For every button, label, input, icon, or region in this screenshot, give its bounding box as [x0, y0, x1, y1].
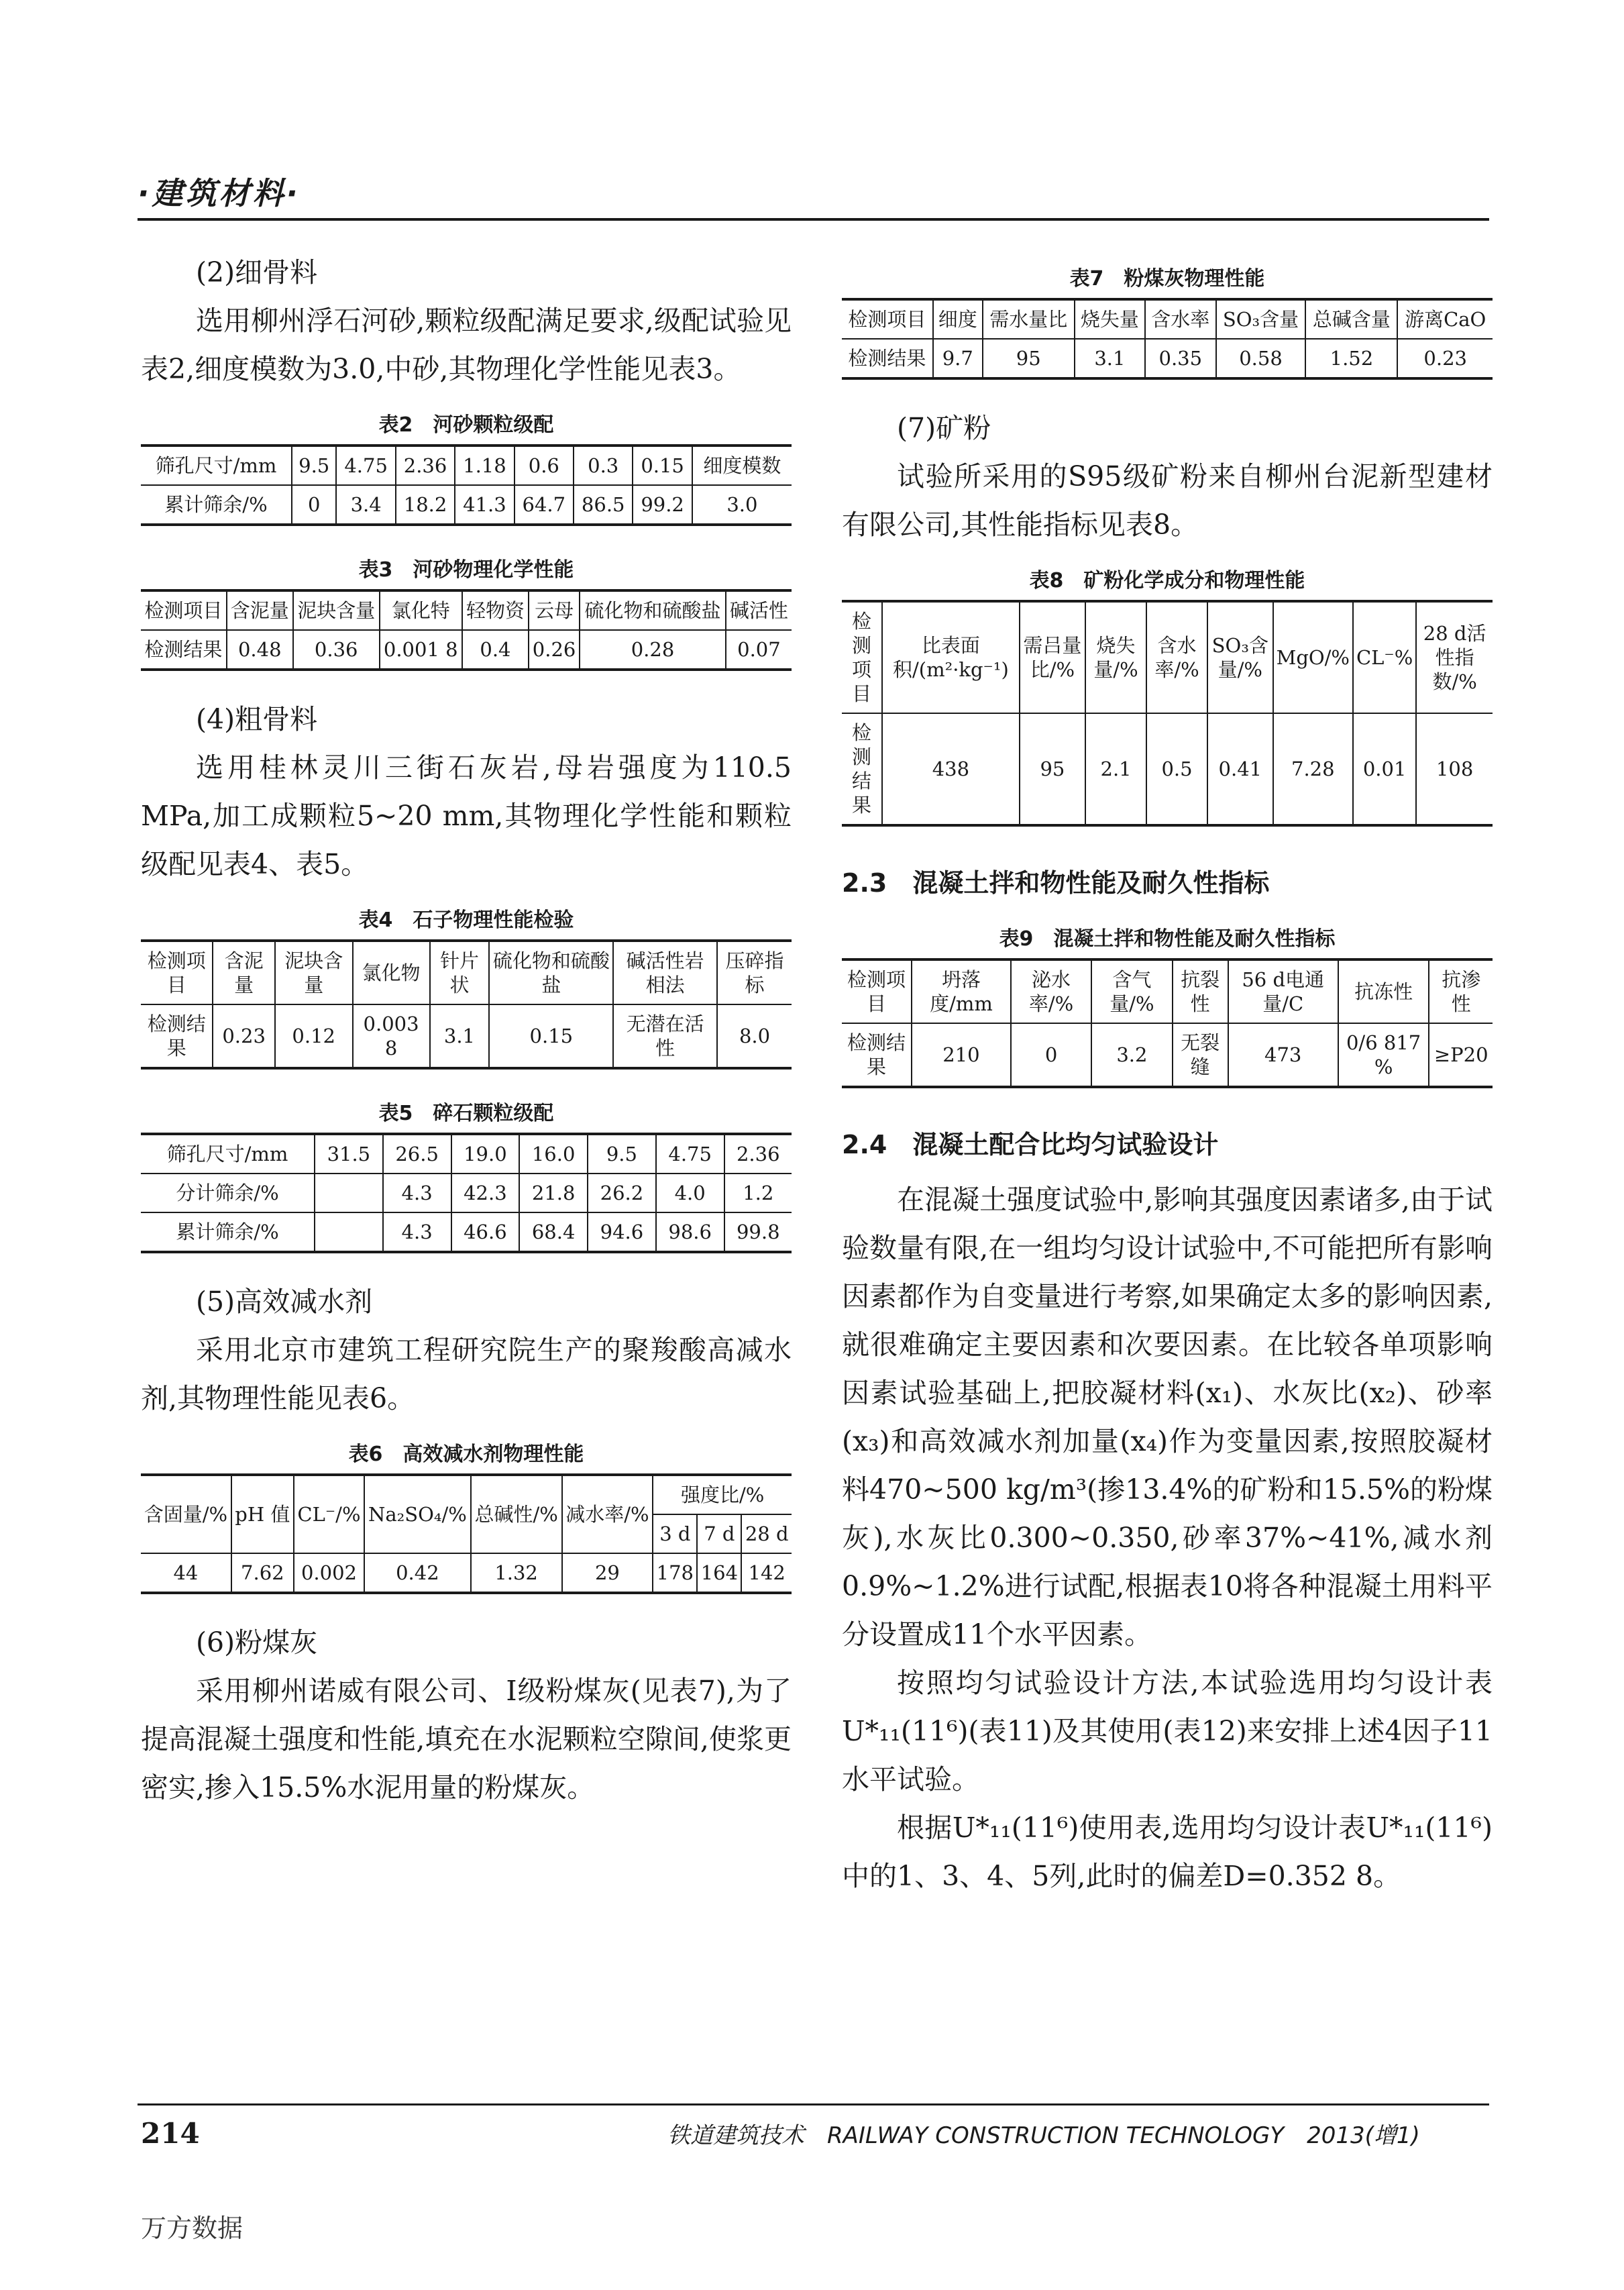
- table-cell: 检测结果: [842, 1023, 912, 1087]
- table-cell: 178: [653, 1553, 697, 1593]
- watermark-text: 万方数据: [141, 2214, 243, 2243]
- paragraph: 选用桂林灵川三街石灰岩,母岩强度为110.5 MPa,加工成颗粒5~20 mm,其物理化学性能和颗粒级配见表4、表5。: [141, 751, 792, 880]
- table-row: [141, 1212, 792, 1252]
- table-cell: 1.2: [724, 1174, 792, 1212]
- table-cell: 29: [562, 1553, 653, 1593]
- table-cell: 4.3: [383, 1212, 451, 1252]
- table-cell: 泥块含量: [275, 941, 353, 1004]
- table-caption: 表9 混凝土拌和物性能及耐久性指标: [999, 927, 1336, 951]
- table-cell: 210: [912, 1023, 1011, 1087]
- table-cell: 检测项目: [141, 941, 213, 1004]
- table-cell: 99.2: [633, 485, 692, 525]
- table-cell: Na₂SO₄/%: [364, 1475, 471, 1553]
- paragraph: 试验所采用的S95级矿粉来自柳州台泥新型建材有限公司,其性能指标见表8。: [842, 460, 1493, 541]
- table-row: [141, 1553, 792, 1593]
- table-cell: 28 d活性指数/%: [1416, 601, 1493, 713]
- table-cell: 2.36: [724, 1134, 792, 1174]
- table-cell: 473: [1228, 1023, 1338, 1087]
- table-cell: 检测结果: [842, 713, 882, 825]
- table-cell: MgO/%: [1273, 601, 1353, 713]
- table-cell: 0.12: [275, 1004, 353, 1068]
- table-row: [141, 1475, 792, 1514]
- table-cell: 0.15: [489, 1004, 613, 1068]
- table-cell: 碱活性: [726, 590, 792, 630]
- table-cell: 0: [1011, 1023, 1091, 1087]
- table-caption: 表6 高效减水剂物理性能: [348, 1443, 584, 1466]
- table-cell: 含固量/%: [141, 1475, 231, 1553]
- table-cell: 0.07: [726, 630, 792, 670]
- table-cell: 7.28: [1273, 713, 1353, 825]
- table-5: [141, 1133, 792, 1253]
- table-cell: 强度比/%: [653, 1475, 792, 1514]
- table-cell: 检测项目: [842, 299, 933, 339]
- table-cell: 2.36: [396, 446, 455, 485]
- table-cell: [315, 1212, 383, 1252]
- table-cell: 筛孔尺寸/mm: [141, 1134, 315, 1174]
- paragraph: 在混凝土强度试验中,影响其强度因素诸多,由于试验数量有限,在一组均匀设计试验中,不可能把所有影响因素都作为自变量进行考察,如果确定太多的影响因素,就很难确定主要因素和次要因素。在比较各单项影响因素试验基础上,把胶凝材料(x₁)、水灰比(x₂)、砂率(x₃)和高效减水剂加量(x₄)作为变量因素,按照胶凝材料470~500 kg/m³(掺13.4%的矿粉和15.5%的粉煤灰),水灰比0.300~0.350,砂率37%~41%,减水剂0.9%~1.2%进行试配,根据表10将各种混凝土用料平分设置成11个水平因素。: [842, 1184, 1493, 1651]
- table-row: [141, 485, 792, 525]
- table-cell: 9.5: [292, 446, 337, 485]
- table-cell: 68.4: [519, 1212, 588, 1252]
- table-cell: 含水率/%: [1146, 601, 1207, 713]
- left-column: [141, 248, 792, 1812]
- table-cell: 7.62: [231, 1553, 294, 1593]
- table-cell: 95: [1020, 713, 1085, 825]
- table-cell: pH 值: [231, 1475, 294, 1553]
- section-heading: 2.4 混凝土配合比均匀试验设计: [842, 1130, 1219, 1159]
- table-cell: 142: [741, 1553, 792, 1593]
- table-cell: 41.3: [455, 485, 514, 525]
- table-cell: 28 d: [741, 1514, 792, 1553]
- table-row: [141, 630, 792, 670]
- table-cell: 438: [882, 713, 1020, 825]
- table-cell: 31.5: [315, 1134, 383, 1174]
- table-cell: 8.0: [717, 1004, 792, 1068]
- table-cell: 0.36: [293, 630, 380, 670]
- table-row: [141, 446, 792, 485]
- table-cell: 0.3: [574, 446, 633, 485]
- page-number: 214: [141, 2117, 200, 2150]
- table-cell: 4.75: [656, 1134, 724, 1174]
- subsection-title: (6)粉煤灰: [196, 1626, 318, 1659]
- subsection-title: (2)细骨料: [196, 256, 318, 289]
- table-cell: 检测项目: [842, 959, 912, 1023]
- table-cell: 9.7: [933, 339, 983, 378]
- table-cell: 检测结果: [141, 1004, 213, 1068]
- table-cell: 0.26: [529, 630, 580, 670]
- table-cell: 比表面积/(m²·kg⁻¹): [882, 601, 1020, 713]
- table-row: [842, 959, 1493, 1023]
- table-4: [141, 939, 792, 1070]
- table-2: [141, 444, 792, 526]
- table-cell: 46.6: [451, 1212, 520, 1252]
- table-cell: 3.0: [692, 485, 792, 525]
- table-cell: 坍落度/mm: [912, 959, 1011, 1023]
- table-cell: 细度: [933, 299, 983, 339]
- table-cell: 0.5: [1146, 713, 1207, 825]
- table-cell: 164: [697, 1553, 741, 1593]
- table-cell: 细度模数: [692, 446, 792, 485]
- subsection-title: (5)高效减水剂: [196, 1286, 373, 1318]
- table-cell: 0.28: [580, 630, 726, 670]
- table-cell: 泥块含量: [293, 590, 380, 630]
- table-caption: 表7 粉煤灰物理性能: [1069, 267, 1265, 291]
- table-cell: 针片状: [430, 941, 490, 1004]
- table-cell: 无裂缝: [1173, 1023, 1228, 1087]
- table-cell: 泌水率/%: [1011, 959, 1091, 1023]
- table-caption: 表3 河砂物理化学性能: [358, 558, 574, 582]
- table-cell: 7 d: [697, 1514, 741, 1553]
- table-cell: SO₃含量: [1216, 299, 1306, 339]
- table-cell: 3.4: [336, 485, 395, 525]
- table-6: [141, 1473, 792, 1594]
- table-caption: 表5 碎石颗粒级配: [378, 1102, 554, 1125]
- table-cell: 3.1: [430, 1004, 490, 1068]
- table-caption: 表8 矿粉化学成分和物理性能: [1029, 569, 1305, 592]
- table-cell: 抗裂性: [1173, 959, 1228, 1023]
- table-row: [141, 941, 792, 1004]
- table-row: [842, 299, 1493, 339]
- table-cell: 含泥量: [227, 590, 293, 630]
- table-cell: 0.15: [633, 446, 692, 485]
- table-cell: 0.48: [227, 630, 293, 670]
- table-cell: 2.1: [1085, 713, 1146, 825]
- table-9: [842, 958, 1493, 1088]
- table-cell: 无潜在活性: [613, 1004, 717, 1068]
- subsection-title: (7)矿粉: [897, 412, 991, 444]
- table-cell: 0.23: [1397, 339, 1493, 378]
- table-row: [842, 1023, 1493, 1087]
- table-cell: 26.2: [588, 1174, 656, 1212]
- table-cell: 总碱性/%: [471, 1475, 562, 1553]
- table-cell: [315, 1174, 383, 1212]
- table-cell: 烧失量: [1075, 299, 1145, 339]
- paragraph: 采用柳州诺威有限公司、Ⅰ级粉煤灰(见表7),为了提高混凝土强度和性能,填充在水泥颗粒空隙间,使浆更密实,掺入15.5%水泥用量的粉煤灰。: [141, 1675, 792, 1804]
- table-cell: 0: [292, 485, 337, 525]
- table-cell: 56 d电通量/C: [1228, 959, 1338, 1023]
- table-3: [141, 589, 792, 671]
- table-cell: 检测项目: [842, 601, 882, 713]
- table-cell: CL⁻/%: [294, 1475, 364, 1553]
- table-cell: 9.5: [588, 1134, 656, 1174]
- table-cell: CL⁻%: [1353, 601, 1416, 713]
- table-cell: 云母: [529, 590, 580, 630]
- table-cell: 抗渗性: [1429, 959, 1493, 1023]
- right-column: [842, 248, 1493, 1900]
- running-header: ·建筑材料·: [138, 175, 301, 211]
- table-cell: 42.3: [451, 1174, 520, 1212]
- subsection-title: (4)粗骨料: [196, 703, 318, 735]
- table-row: [842, 713, 1493, 825]
- table-caption: 表4 石子物理性能检验: [358, 908, 574, 932]
- table-cell: 分计筛余/%: [141, 1174, 315, 1212]
- table-cell: 0.6: [515, 446, 574, 485]
- table-cell: 硫化物和硫酸盐: [489, 941, 613, 1004]
- table-cell: 19.0: [451, 1134, 520, 1174]
- table-row: [141, 1134, 792, 1174]
- table-cell: 烧失量/%: [1085, 601, 1146, 713]
- table-cell: 95: [983, 339, 1075, 378]
- table-cell: 21.8: [519, 1174, 588, 1212]
- table-cell: 98.6: [656, 1212, 724, 1252]
- table-cell: 4.3: [383, 1174, 451, 1212]
- table-cell: 3 d: [653, 1514, 697, 1553]
- table-cell: 检测项目: [141, 590, 227, 630]
- table-cell: 碱活性岩相法: [613, 941, 717, 1004]
- table-cell: 99.8: [724, 1212, 792, 1252]
- table-cell: 0.001 8: [380, 630, 462, 670]
- table-cell: 1.32: [471, 1553, 562, 1593]
- table-row: [141, 1174, 792, 1212]
- table-cell: 0.4: [462, 630, 529, 670]
- table-cell: 检测结果: [842, 339, 933, 378]
- table-cell: 0.23: [213, 1004, 274, 1068]
- table-cell: 18.2: [396, 485, 455, 525]
- table-cell: 1.18: [455, 446, 514, 485]
- table-cell: 0.58: [1216, 339, 1306, 378]
- journal-footer: 铁道建筑技术 RAILWAY CONSTRUCTION TECHNOLOGY 2013(增1): [667, 2122, 1420, 2149]
- table-cell: 3.2: [1091, 1023, 1172, 1087]
- table-caption: 表2 河砂颗粒级配: [378, 413, 554, 437]
- table-cell: 氯化特: [380, 590, 462, 630]
- table-cell: ≥P20: [1429, 1023, 1493, 1087]
- header-rule: [138, 218, 1489, 221]
- table-cell: 3.1: [1075, 339, 1145, 378]
- table-row: [842, 601, 1493, 713]
- table-cell: 硫化物和硫酸盐: [580, 590, 726, 630]
- table-cell: 0.002: [294, 1553, 364, 1593]
- table-row: [141, 1004, 792, 1068]
- table-cell: 0.35: [1145, 339, 1215, 378]
- table-cell: SO₃含量/%: [1207, 601, 1273, 713]
- paragraph: 按照均匀试验设计方法,本试验选用均匀设计表U*₁₁(11⁶)(表11)及其使用(表12)来安排上述4因子11水平试验。: [842, 1667, 1493, 1795]
- table-cell: 含水率: [1145, 299, 1215, 339]
- footer-rule: [138, 2103, 1489, 2105]
- table-cell: 总碱含量: [1305, 299, 1397, 339]
- table-cell: 108: [1416, 713, 1493, 825]
- table-cell: 游离CaO: [1397, 299, 1493, 339]
- table-cell: 0.41: [1207, 713, 1273, 825]
- table-cell: 26.5: [383, 1134, 451, 1174]
- table-cell: 0.003 8: [353, 1004, 430, 1068]
- table-cell: 轻物资: [462, 590, 529, 630]
- table-cell: 检测结果: [141, 630, 227, 670]
- table-cell: 4.75: [336, 446, 395, 485]
- table-cell: 44: [141, 1553, 231, 1593]
- table-cell: 0/6 817 %: [1338, 1023, 1429, 1087]
- table-8: [842, 600, 1493, 827]
- section-heading: 2.3 混凝土拌和物性能及耐久性指标: [842, 868, 1270, 898]
- table-7: [842, 298, 1493, 380]
- paragraph: 根据U*₁₁(11⁶)使用表,选用均匀设计表U*₁₁(11⁶)中的1、3、4、5列,此时的偏差D=0.352 8。: [842, 1812, 1493, 1892]
- table-cell: 筛孔尺寸/mm: [141, 446, 292, 485]
- table-row: [842, 339, 1493, 378]
- table-cell: 64.7: [515, 485, 574, 525]
- table-cell: 94.6: [588, 1212, 656, 1252]
- table-row: [141, 590, 792, 630]
- table-cell: 含气量/%: [1091, 959, 1172, 1023]
- table-cell: 需水量比: [983, 299, 1075, 339]
- table-cell: 氯化物: [353, 941, 430, 1004]
- table-cell: 86.5: [574, 485, 633, 525]
- table-cell: 需吕量比/%: [1020, 601, 1085, 713]
- table-cell: 压碎指标: [717, 941, 792, 1004]
- table-cell: 16.0: [519, 1134, 588, 1174]
- paragraph: 采用北京市建筑工程研究院生产的聚羧酸高减水剂,其物理性能见表6。: [141, 1334, 792, 1414]
- paragraph: 选用柳州浮石河砂,颗粒级配满足要求,级配试验见表2,细度模数为3.0,中砂,其物理化学性能见表3。: [141, 305, 792, 385]
- table-cell: 减水率/%: [562, 1475, 653, 1553]
- table-cell: 含泥量: [213, 941, 274, 1004]
- table-cell: 0.01: [1353, 713, 1416, 825]
- table-cell: 累计筛余/%: [141, 1212, 315, 1252]
- table-cell: 0.42: [364, 1553, 471, 1593]
- table-cell: 1.52: [1305, 339, 1397, 378]
- table-cell: 累计筛余/%: [141, 485, 292, 525]
- table-cell: 抗冻性: [1338, 959, 1429, 1023]
- table-cell: 4.0: [656, 1174, 724, 1212]
